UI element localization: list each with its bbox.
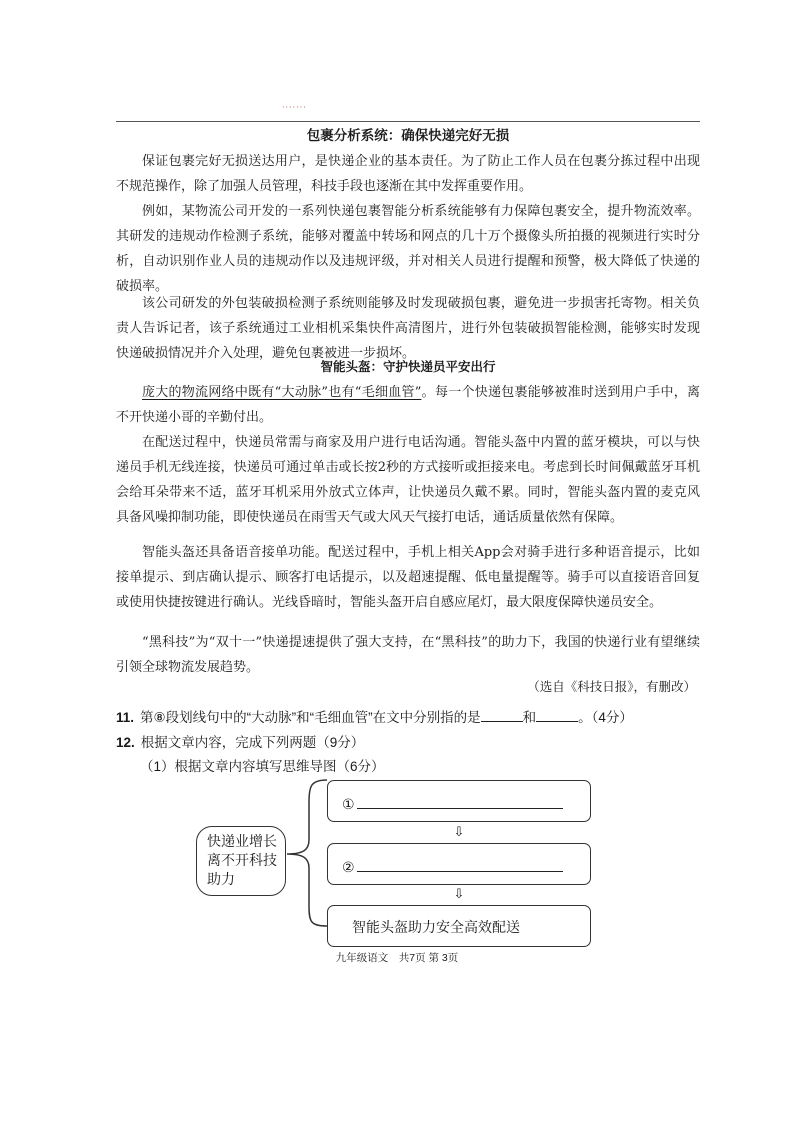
answer-blank-2[interactable]	[536, 707, 578, 722]
mindmap-node-2	[327, 843, 591, 885]
source-citation: （选自《科技日报》，有删改）	[527, 679, 696, 694]
underlined-sentence: 庞大的物流网络中既有“大动脉”也有“毛细血管”	[142, 385, 422, 400]
paragraph-4-rest: 。每一个快递包裹能够被准时送到用户手中，离不开快递小哥的辛勤付出。	[116, 385, 700, 425]
paragraph-3: 该公司研发的外包装破损检测子系统则能够及时发现破损包裹，避免进一步损害托寄物。相关负责人告诉记者，该子系统通过工业相机采集快件高清图片，进行外包装破损智能检测，能够实时发现快递破损情况并介入处理，避免包裹被进一步损坏。	[116, 296, 700, 361]
question-11-text: 第⑧段划线句中的“大动脉”和“毛细血管”在文中分别指的是	[140, 710, 481, 725]
mindmap-brace	[283, 778, 329, 928]
top-rule	[116, 121, 700, 122]
node-3-label: 智能头盔助力安全高效配送	[352, 919, 520, 935]
paragraph-2: 例如，某物流公司开发的一系列快递包裹智能分析系统能够有力保障包裹安全，提升物流效率。其研发的违规动作检测子系统，能够对覆盖中转场和网点的几十万个摄像头所拍摄的视频进行实时分析，自动识别作业人员的违规动作以及违规评级，并对相关人员进行提醒和预警，极大降低了快递的破损率。	[116, 204, 700, 294]
answer-blank-1[interactable]	[481, 707, 523, 722]
node-2-answer-line[interactable]	[357, 857, 563, 872]
question-11	[116, 707, 633, 728]
node-2-marker: ②	[342, 859, 355, 875]
paragraph-6: 智能头盔还具备语音接单功能。配送过程中，手机上相关App会对骑手进行多种语音提示，比如接单提示、到店确认提示、顾客打电话提示，以及超速提醒、低电量提醒等。骑手可以直接语音回复或使用快捷按键进行确认。光线昏暗时，智能头盔开启自感应尾灯，最大限度保障快递员安全。	[116, 545, 700, 610]
section1-title: 包裹分析系统：确保快递完好无损	[306, 128, 510, 144]
question-12-sub1: （1）根据文章内容填写思维导图（6分）	[140, 759, 385, 774]
header-fragment: ·······	[282, 104, 307, 112]
page-footer: 九年级语文 共7页 第 3页	[335, 952, 459, 964]
mindmap-root-label: 快递业增长离不开科技助力	[207, 833, 277, 887]
paragraph-5: 在配送过程中，快递员常需与商家及用户进行电话沟通。智能头盔中内置的蓝牙模块，可以与快递员手机无线连接，快递员可通过单击或长按2秒的方式接听或拒接来电。考虑到长时间佩戴蓝牙耳机会给耳朵带来不适，蓝牙耳机采用外放式立体声，让快递员久戴不累。同时，智能头盔内置的麦克风具备风噪抑制功能，即使快递员在雨雪天气或大风天气接打电话，通话质量依然有保障。	[116, 435, 700, 525]
paragraph-1: 保证包裹完好无损送达用户，是快递企业的基本责任。为了防止工作人员在包裹分拣过程中出现不规范操作，除了加强人员管理，科技手段也逐渐在其中发挥重要作用。	[116, 154, 700, 194]
mindmap-node-3	[327, 905, 591, 947]
question-12-text: 根据文章内容，完成下列两题（9分）	[140, 735, 365, 750]
node-1-marker: ①	[342, 796, 355, 812]
mindmap-node-1	[327, 780, 591, 822]
node-1-answer-line[interactable]	[357, 794, 563, 809]
question-12-number: 12.	[116, 735, 135, 750]
question-11-score: 。（4分）	[578, 710, 633, 725]
section2-title: 智能头盔：守护快递员平安出行	[320, 359, 496, 374]
down-arrow-icon: ⇩	[453, 825, 465, 840]
paragraph-4	[116, 380, 700, 430]
question-11-number: 11.	[116, 710, 135, 725]
down-arrow-icon: ⇩	[453, 887, 465, 902]
mindmap-root-box	[196, 826, 286, 896]
paragraph-7: “黑科技”为“双十一”快递提速提供了强大支持，在“黑科技”的助力下，我国的快递行业有望继续引领全球物流发展趋势。	[116, 635, 700, 675]
question-12	[116, 733, 364, 753]
question-11-and: 和	[522, 710, 537, 725]
